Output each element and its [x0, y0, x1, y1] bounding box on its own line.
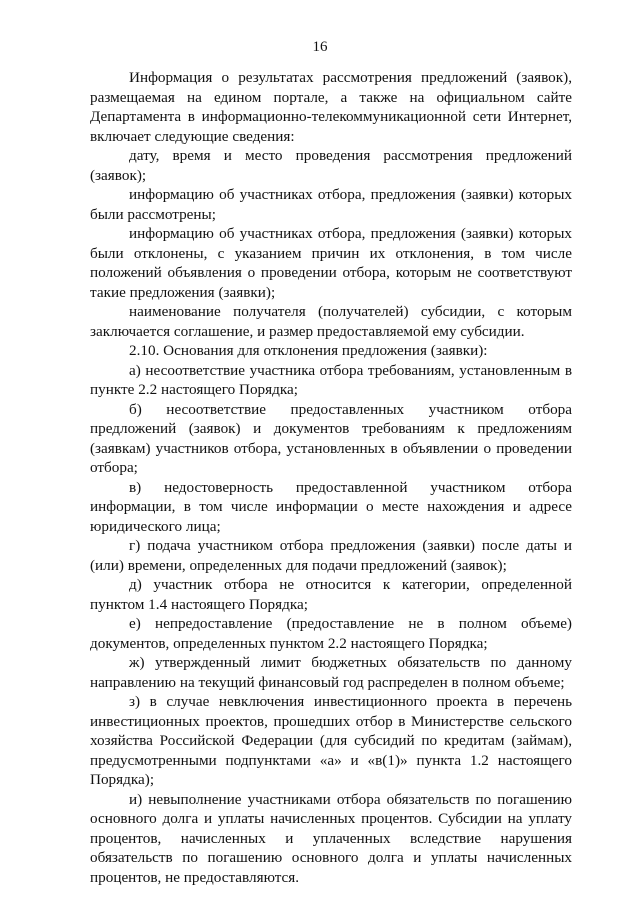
paragraph-item-a: а) несоответствие участника отбора требованиям, установленным в пункте 2.2 настоящего Порядка; — [90, 361, 572, 398]
paragraph-date-time-place: дату, время и место проведения рассмотрения предложений (заявок); — [90, 147, 572, 184]
paragraph-item-i: и) невыполнение участниками отбора обязательств по погашению основного долга и уплаты начисленных процентов. Субсидии на уплату процентов, начисленных и уплаченных вследствие нарушения обязательств по погашению основного долга и уплаты начисленных процентов, не предоставляются. — [90, 790, 572, 886]
paragraph-item-v: в) недостоверность предоставленной участником отбора информации, в том числе информации о месте нахождения и адресе юридического лица; — [90, 478, 572, 535]
paragraph-considered-participants: информацию об участниках отбора, предложения (заявки) которых были рассмотрены; — [90, 186, 572, 223]
page-number: 16 — [312, 39, 328, 55]
paragraph-item-e: е) непредоставление (предоставление не в полном объеме) документов, определенных пунктом 2.2 настоящего Порядка; — [90, 615, 572, 652]
paragraph-section-2-10: 2.10. Основания для отклонения предложения (заявки): — [129, 342, 488, 359]
paragraph-item-g: г) подача участником отбора предложения (заявки) после даты и (или) времени, определенных для подачи предложений (заявок); — [90, 537, 572, 574]
paragraph-item-z: з) в случае невключения инвестиционного проекта в перечень инвестиционных проектов, прошедших отбор в Министерстве сельского хозяйства Российской Федерации (для субсидий по кредитам (займам), предусмотренными подпунктами «а» и «в(1)» пункта 1.2 настоящего Порядка); — [90, 693, 572, 788]
paragraph-item-zh: ж) утвержденный лимит бюджетных обязательств по данному направлению на текущий финансовый год распределен в полном объеме; — [90, 654, 572, 691]
paragraph-recipient-name: наименование получателя (получателей) субсидии, с которым заключается соглашение, и размер предоставляемой ему субсидии. — [90, 303, 572, 340]
document-body — [90, 68, 572, 887]
paragraph-results-info: Информация о результатах рассмотрения предложений (заявок), размещаемая на едином портале, а также на официальном сайте Департамента в информационно-телекоммуникационной сети Интернет, включает следующие сведения: — [90, 69, 572, 145]
paragraph-rejected-participants: информацию об участниках отбора, предложения (заявки) которых были отклонены, с указанием причин их отклонения, в том числе положений объявления о проведении отбора, которым не соответствуют такие предложения (заявки); — [90, 225, 572, 301]
paragraph-item-d: д) участник отбора не относится к категории, определенной пунктом 1.4 настоящего Порядка; — [90, 576, 572, 613]
paragraph-item-b: б) несоответствие предоставленных участником отбора предложений (заявок) и документов требованиям к предложениям (заявкам) участников отбора, установленных в объявлении о проведении отбора; — [90, 400, 572, 476]
